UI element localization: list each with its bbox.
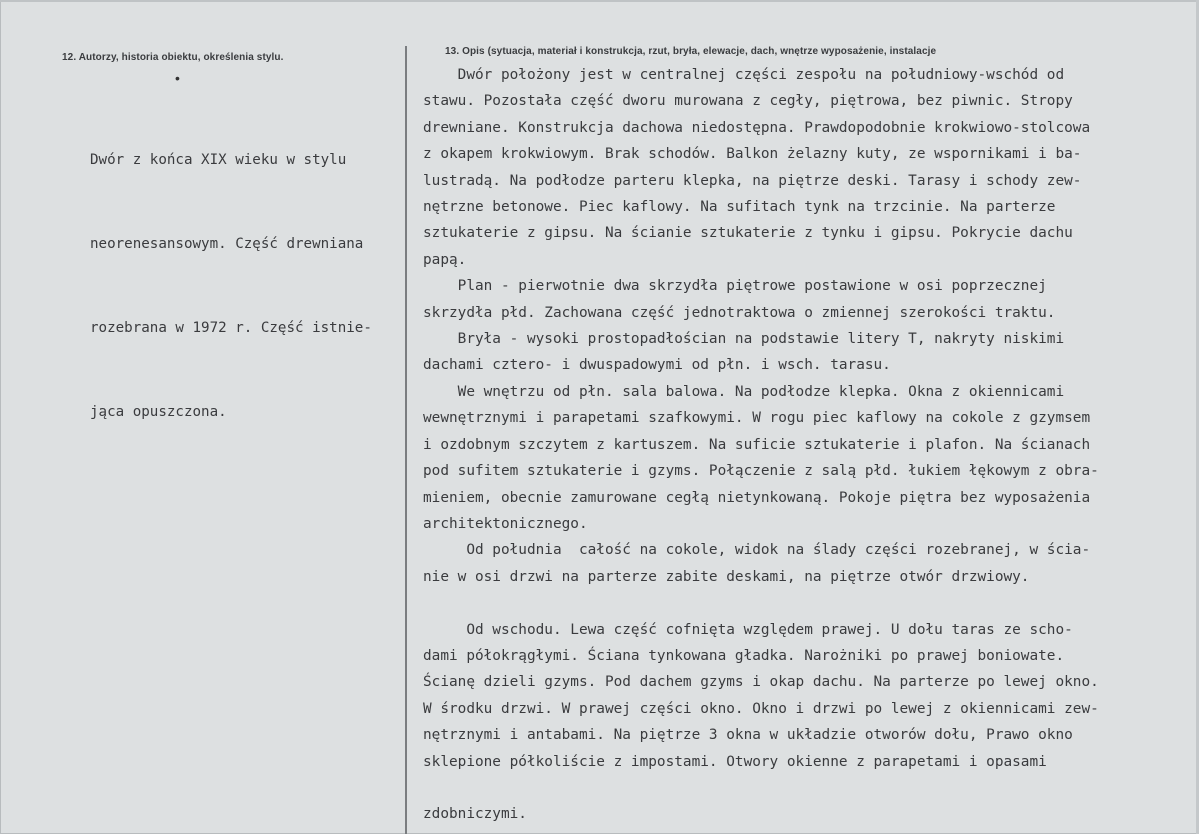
- left-line: Dwór z końca XIX wieku w stylu: [90, 152, 347, 168]
- right-line: [423, 590, 1099, 616]
- right-column-text: [423, 62, 1099, 828]
- left-column-text: [90, 90, 372, 482]
- left-line: rozebrana w 1972 r. Część istnie-: [90, 320, 372, 336]
- right-line: Od południa całość na cokole, widok na ślady części rozebranej, w ścia-: [423, 542, 1091, 559]
- bullet-dot: •: [175, 70, 180, 86]
- right-line: lustradą. Na podłodze parteru klepka, na piętrze deski. Tarasy i schody zew-: [423, 172, 1082, 189]
- right-line: We wnętrzu od płn. sala balowa. Na podłodze klepka. Okna z okiennicami: [423, 383, 1065, 400]
- right-line: Dwór położony jest w centralnej części zespołu na południowy-wschód od: [423, 67, 1065, 83]
- right-line: architektonicznego.: [423, 515, 588, 532]
- column-divider: [405, 46, 407, 834]
- right-line: nie w osi drzwi na parterze zabite deskami, na piętrze otwór drzwiowy.: [423, 568, 1030, 585]
- left-line: neorenesansowym. Część drewniana: [90, 236, 364, 252]
- right-line: zdobniczymi.: [423, 806, 527, 823]
- top-edge: [0, 0, 1199, 2]
- right-line: nętrzne betonowe. Piec kaflowy. Na sufitach tynk na trzcinie. Na parterze: [423, 199, 1056, 216]
- right-line: Od wschodu. Lewa część cofnięta względem prawej. U dołu taras ze scho-: [423, 621, 1073, 638]
- right-line: skrzydła płd. Zachowana część jednotraktowa o zmiennej szerokości traktu.: [423, 304, 1056, 321]
- right-line: papą.: [423, 251, 467, 268]
- left-line: jąca opuszczona.: [90, 404, 227, 420]
- right-line: dami półokrągłymi. Ściana tynkowana gładka. Narożniki po prawej boniowate.: [423, 647, 1065, 664]
- right-line: Plan - pierwotnie dwa skrzydła piętrowe postawione w osi poprzecznej: [423, 278, 1047, 295]
- right-line: i ozdobnym szczytem z kartuszem. Na suficie sztukaterie i plafon. Na ścianach: [423, 436, 1091, 453]
- section-12-header: 12. Autorzy, historia obiektu, określenia stylu.: [62, 52, 284, 63]
- right-line: Ścianę dzieli gzyms. Pod dachem gzyms i okap dachu. Na parterze po lewej okno.: [423, 674, 1099, 691]
- right-line: pod sufitem sztukaterie i gzyms. Połączenie z salą płd. łukiem łękowym z obra-: [423, 463, 1099, 480]
- right-line: stawu. Pozostała część dworu murowana z cegły, piętrowa, bez piwnic. Stropy: [423, 93, 1073, 110]
- right-line: z okapem krokwiowym. Brak schodów. Balkon żelazny kuty, ze wspornikami i ba-: [423, 146, 1082, 163]
- right-line: wewnętrznymi i parapetami szafkowymi. W rogu piec kaflowy na cokole z gzymsem: [423, 410, 1091, 427]
- right-line: sztukaterie z gipsu. Na ścianie sztukaterie z tynku i gipsu. Pokrycie dachu: [423, 225, 1073, 242]
- right-line: drewniane. Konstrukcja dachowa niedostępna. Prawdopodobnie krokwiowo-stolcowa: [423, 119, 1091, 136]
- section-13-header: 13. Opis (sytuacja, materiał i konstrukcja, rzut, bryła, elewacje, dach, wnętrze wyposażenie, instalacje: [445, 46, 937, 57]
- right-line: sklepione półkoliście z impostami. Otwory okienne z parapetami i opasami: [423, 753, 1047, 770]
- right-line: mieniem, obecnie zamurowane cegłą nietynkowaną. Pokoje piętra bez wyposażenia: [423, 489, 1091, 506]
- right-line: nętrznymi i antabami. Na piętrze 3 okna w układzie otworów dołu, Prawo okno: [423, 727, 1073, 744]
- right-line: dachami cztero- i dwuspadowymi od płn. i wsch. tarasu.: [423, 357, 891, 374]
- right-line: Bryła - wysoki prostopadłościan na podstawie litery T, nakryty niskimi: [423, 331, 1065, 348]
- right-line: W środku drzwi. W prawej części okno. Okno i drzwi po lewej z okiennicami zew-: [423, 700, 1099, 717]
- right-line: [423, 775, 1099, 801]
